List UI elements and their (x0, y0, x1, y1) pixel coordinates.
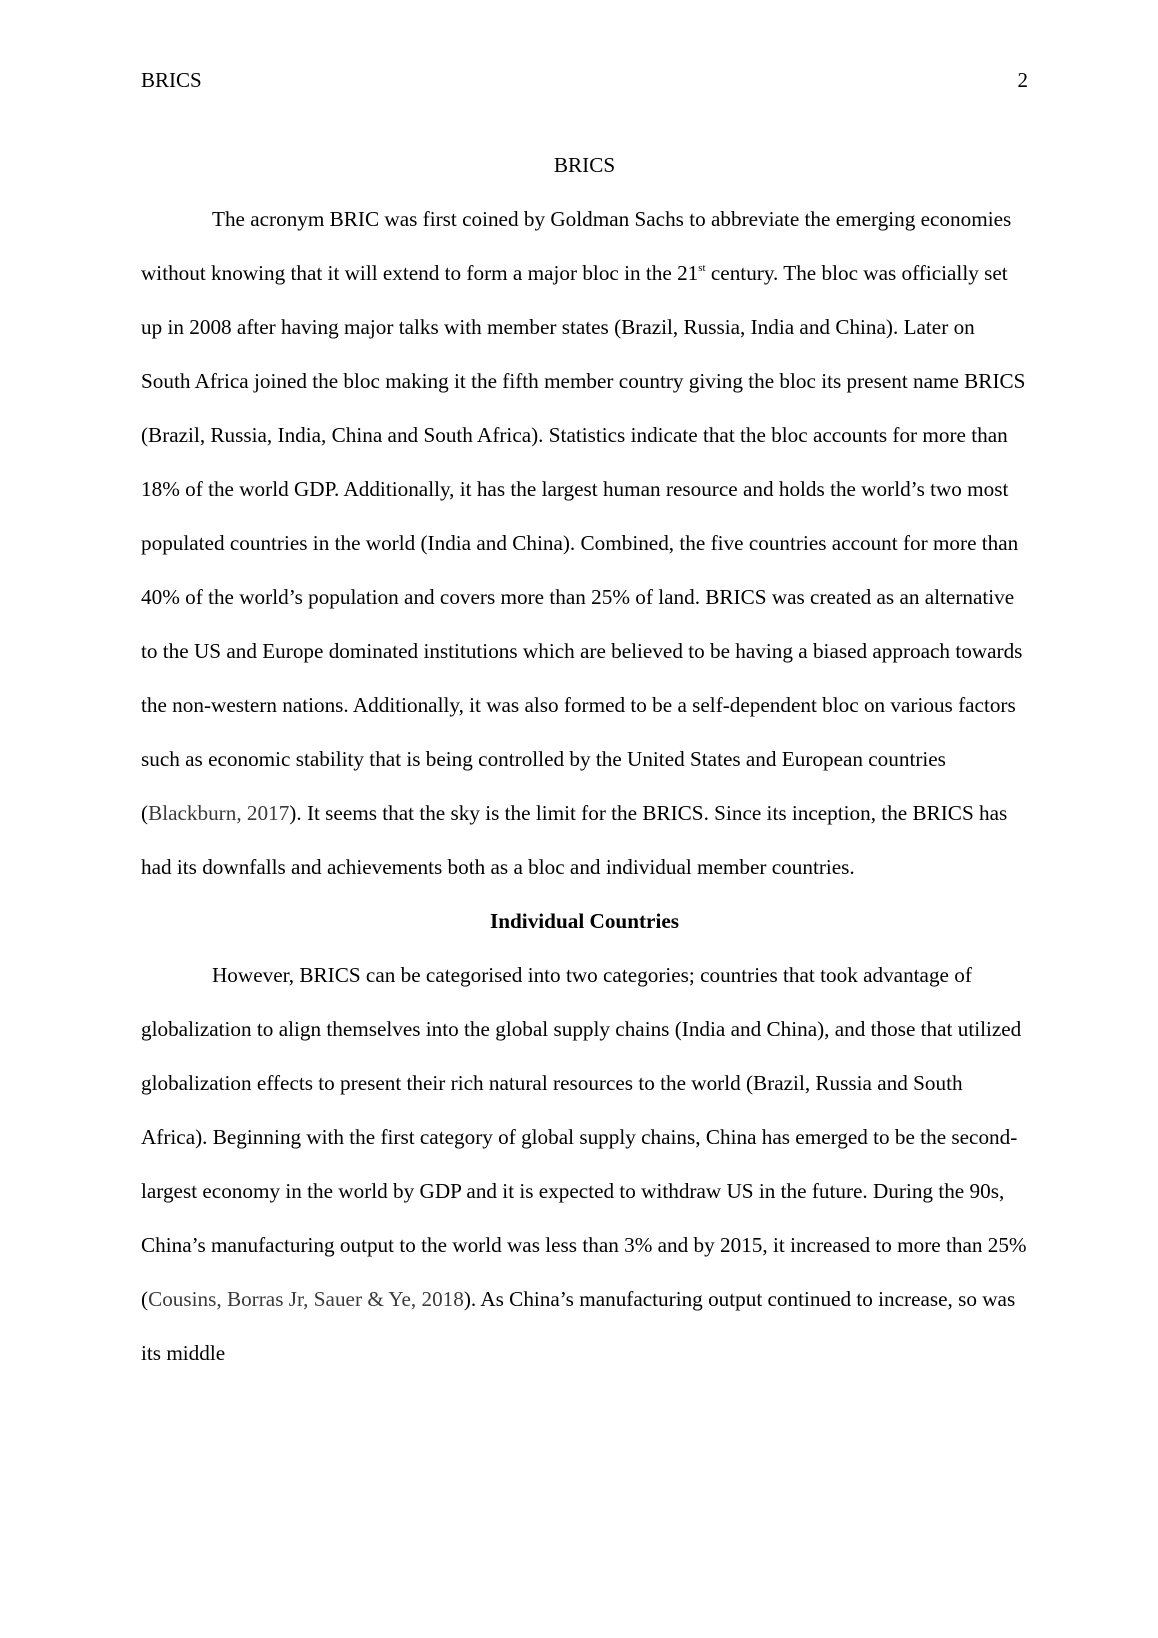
document-body (141, 138, 1028, 1380)
paragraph-individual-countries (141, 948, 1028, 1380)
paragraph-text: century. The bloc was officially set up in 2008 after having major talks with member states (Brazil, Russia, India and China). Later on South Africa joined the bloc making it the fifth member country giving the bloc its present name BRICS (Brazil, Russia, India, China and South Africa). Statistics indicate that the bloc accounts for more than 18% of the world GDP. Additionally, it has the largest human resource and holds the world’s two most populated countries in the world (India and China). Combined, the five countries account for more than 40% of the world’s population and covers more than 25% of land. BRICS was created as an alternative to the US and Europe dominated institutions which are believed to be having a biased approach towards the non-western nations. Additionally, it was also formed to be a self-dependent bloc on various factors such as economic stability that is being controlled by the United States and European countries ( (141, 261, 1026, 825)
citation: Blackburn, 2017 (148, 801, 290, 825)
page-number: 2 (1017, 68, 1028, 92)
paragraph-text: The acronym BRIC was first coined by Goldman Sachs to abbreviate the emerging economies without knowing that it will extend to form a major bloc in the 21 (141, 207, 1012, 285)
document-title: BRICS (553, 153, 616, 177)
page-header (141, 68, 1028, 98)
paragraph-text: ). As China’s manufacturing output continued to increase, so was its middle (141, 1287, 1016, 1365)
section-heading: Individual Countries (490, 909, 679, 933)
running-head: BRICS (141, 68, 202, 92)
citation: Cousins, Borras Jr, Sauer & Ye, 2018 (148, 1287, 464, 1311)
paragraph-intro (141, 192, 1028, 894)
paragraph-text: ). It seems that the sky is the limit for the BRICS. Since its inception, the BRICS has had its downfalls and achievements both as a bloc and individual member countries. (141, 801, 1008, 879)
paragraph-text: However, BRICS can be categorised into two categories; countries that took advantage of globalization to align themselves into the global supply chains (India and China), and those that utilized globalization effects to present their rich natural resources to the world (Brazil, Russia and South Africa). Beginning with the first category of global supply chains, China has emerged to be the second-largest economy in the world by GDP and it is expected to withdraw US in the future. During the 90s, China’s manufacturing output to the world was less than 3% and by 2015, it increased to more than 25% ( (141, 963, 1027, 1311)
superscript-ordinal: st (698, 262, 706, 274)
